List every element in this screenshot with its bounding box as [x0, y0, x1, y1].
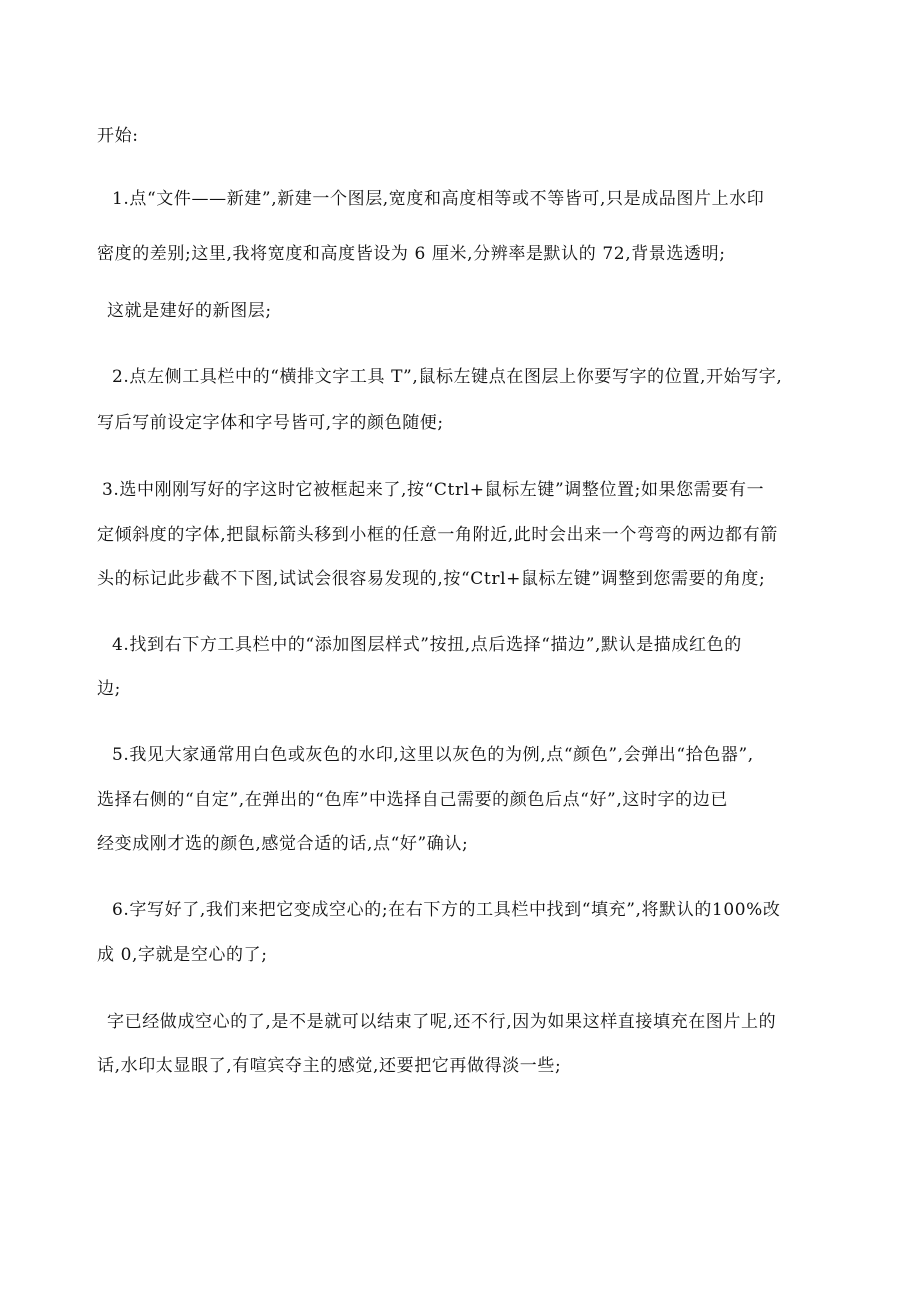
paragraph-5-line-1: 4.找到右下方工具栏中的“添加图层样式”按扭,点后选择“描边”,默认是描成红色的: [112, 635, 742, 655]
paragraph-6-line-2: 选择右侧的“自定”,在弹出的“色库”中选择自己需要的颜色后点“好”,这时字的边已: [97, 790, 728, 810]
paragraph-6-line-3: 经变成刚才选的颜色,感觉合适的话,点“好”确认;: [97, 834, 469, 854]
paragraph-4-line-2: 定倾斜度的字体,把鼠标箭头移到小框的任意一角附近,此时会出来一个弯弯的两边都有箭: [97, 525, 778, 545]
paragraph-7-line-1: 6.字写好了,我们来把它变成空心的;在右下方的工具栏中找到“填充”,将默认的100%改: [112, 900, 781, 920]
paragraph-2-line-1: 这就是建好的新图层;: [107, 301, 272, 321]
paragraph-4-line-1: 3.选中刚刚写好的字这时它被框起来了,按“Ctrl+鼠标左键”调整位置;如果您需要有一: [102, 480, 765, 500]
paragraph-3-line-2: 写后写前设定字体和字号皆可,字的颜色随便;: [97, 413, 444, 433]
paragraph-1-line-1: 1.点“文件——新建”,新建一个图层,宽度和高度相等或不等皆可,只是成品图片上水印: [112, 189, 765, 209]
paragraph-3-line-1: 2.点左侧工具栏中的“横排文字工具 T”,鼠标左键点在图层上你要写字的位置,开始写字,: [112, 367, 783, 387]
paragraph-4-line-3: 头的标记此步截不下图,试试会很容易发现的,按“Ctrl+鼠标左键”调整到您需要的角度;: [97, 569, 766, 589]
paragraph-7-line-2: 成 0,字就是空心的了;: [97, 945, 268, 965]
paragraph-5-line-2: 边;: [97, 679, 121, 699]
document-heading: 开始:: [97, 126, 139, 146]
paragraph-8-line-2: 话,水印太显眼了,有喧宾夺主的感觉,还要把它再做得淡一些;: [97, 1056, 562, 1076]
paragraph-8-line-1: 字已经做成空心的了,是不是就可以结束了呢,还不行,因为如果这样直接填充在图片上的: [107, 1012, 777, 1032]
paragraph-6-line-1: 5.我见大家通常用白色或灰色的水印,这里以灰色的为例,点“颜色”,会弹出“拾色器”,: [112, 745, 754, 765]
paragraph-1-line-2: 密度的差别;这里,我将宽度和高度皆设为 6 厘米,分辨率是默认的 72,背景选透明;: [97, 244, 726, 264]
